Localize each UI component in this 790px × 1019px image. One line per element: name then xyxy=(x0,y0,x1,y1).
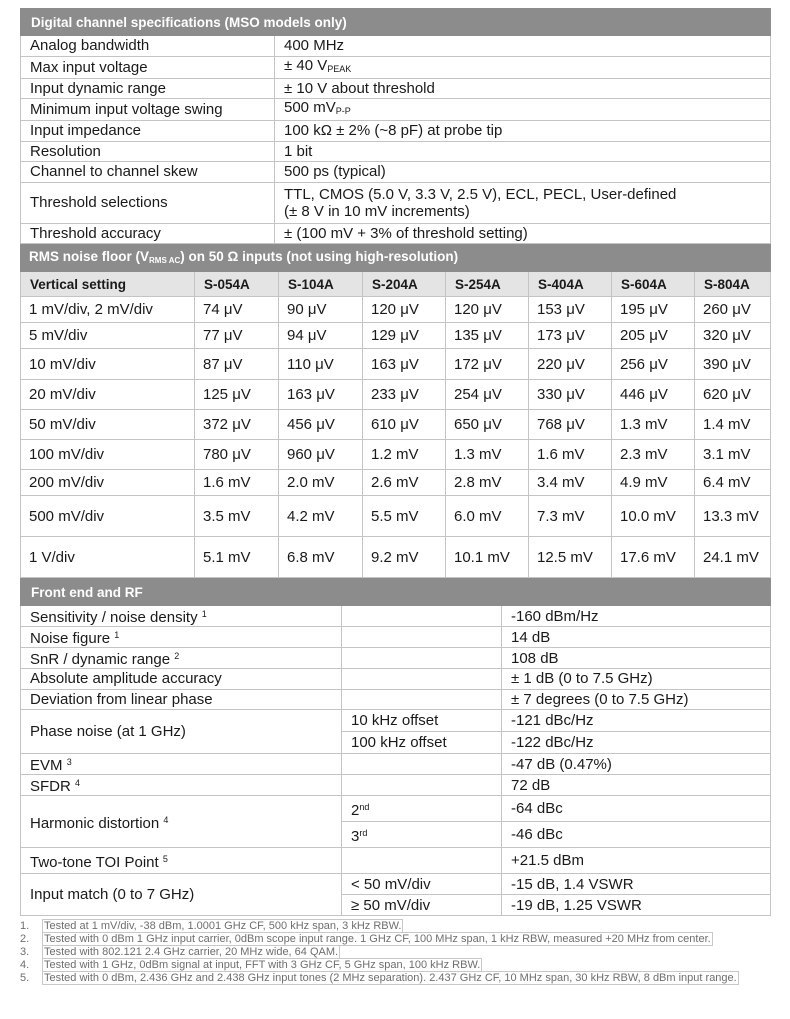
noise-value-cell: 372 μV xyxy=(195,410,279,440)
spec-label: Threshold accuracy xyxy=(21,223,275,244)
noise-value-cell: 90 μV xyxy=(279,297,363,323)
spec-condition xyxy=(342,627,502,648)
spec-condition: < 50 mV/div xyxy=(342,874,502,895)
footnote-ref: 4 xyxy=(75,778,81,789)
table-row xyxy=(21,36,771,57)
label-text: EVM xyxy=(30,757,63,775)
footnote-ref: 1 xyxy=(201,609,207,619)
noise-value-cell: 12.5 mV xyxy=(529,537,612,578)
spec-condition xyxy=(342,848,502,874)
rf-section-title: Front end and RF xyxy=(21,579,771,606)
spec-condition xyxy=(342,775,502,796)
noise-value-cell: 7.3 mV xyxy=(529,496,612,537)
spec-value: ± 7 degrees (0 to 7.5 GHz) xyxy=(502,689,771,710)
spec-label xyxy=(21,648,342,669)
table-row xyxy=(21,121,771,142)
spec-condition xyxy=(342,606,502,627)
value-text: 500 mV xyxy=(284,99,336,116)
footnote-number: 3. xyxy=(20,946,30,958)
noise-value-cell: 173 μV xyxy=(529,323,612,349)
spec-value: 108 dB xyxy=(502,648,771,669)
noise-value-cell: 254 μV xyxy=(446,380,529,410)
column-header: Vertical setting xyxy=(21,272,195,297)
condition-text: 2 xyxy=(351,801,360,819)
spec-label xyxy=(21,606,342,627)
vertical-setting-cell: 100 mV/div xyxy=(21,440,195,470)
spec-condition xyxy=(342,754,502,775)
value-text: ± 40 V xyxy=(284,56,328,74)
noise-value-cell: 330 μV xyxy=(529,380,612,410)
footnotes xyxy=(20,920,770,985)
noise-value-cell: 3.4 mV xyxy=(529,470,612,496)
table-row xyxy=(21,710,771,732)
spec-value xyxy=(275,56,771,78)
noise-value-cell: 10.0 mV xyxy=(612,496,695,537)
footnote xyxy=(20,972,770,985)
noise-value-cell: 10.1 mV xyxy=(446,537,529,578)
noise-value-cell: 620 μV xyxy=(695,380,771,410)
digital-spec-table xyxy=(20,8,771,244)
noise-value-cell: 24.1 mV xyxy=(695,537,771,578)
spec-value: -64 dBc xyxy=(502,796,771,822)
table-row xyxy=(21,349,771,380)
footnote-text: Tested with 0 dBm, 2.436 GHz and 2.438 GHz input tones (2 MHz separation). 2.437 GHz CF, 10 MHz span, 30 kHz RBW, 8 dBm input range. xyxy=(44,972,737,984)
noise-value-cell: 4.9 mV xyxy=(612,470,695,496)
spec-value: -47 dB (0.47%) xyxy=(502,754,771,775)
value-line: (± 8 V in 10 mV increments) xyxy=(284,202,470,220)
spec-value: -19 dB, 1.25 VSWR xyxy=(502,895,771,916)
noise-value-cell: 6.4 mV xyxy=(695,470,771,496)
noise-value-cell: 320 μV xyxy=(695,323,771,349)
footnote-number: 5. xyxy=(20,972,30,984)
table-row xyxy=(21,796,771,822)
table-row xyxy=(21,775,771,796)
spec-label xyxy=(21,754,342,775)
spec-value: -15 dB, 1.4 VSWR xyxy=(502,874,771,895)
table-row xyxy=(21,223,771,244)
table-row xyxy=(21,874,771,895)
column-header: S-404A xyxy=(529,272,612,297)
noise-value-cell: 13.3 mV xyxy=(695,496,771,537)
table-row xyxy=(21,754,771,775)
spec-value: ± 10 V about threshold xyxy=(275,78,771,99)
condition-text: 3 xyxy=(351,827,360,845)
noise-value-cell: 1.3 mV xyxy=(612,410,695,440)
value-line: TTL, CMOS (5.0 V, 3.3 V, 2.5 V), ECL, PECL, User-defined xyxy=(284,185,677,203)
spec-value: 14 dB xyxy=(502,627,771,648)
spec-value xyxy=(275,182,771,223)
rms-section-title xyxy=(21,245,771,272)
spec-condition xyxy=(342,822,502,848)
noise-value-cell: 4.2 mV xyxy=(279,496,363,537)
spec-label: Analog bandwidth xyxy=(21,36,275,57)
spec-value: -122 dBc/Hz xyxy=(502,732,771,754)
spec-value: -121 dBc/Hz xyxy=(502,710,771,732)
title-text: RMS noise floor (V xyxy=(29,248,150,264)
footnote-text: Tested with 802.121 2.4 GHz carrier, 20 MHz wide, 64 QAM. xyxy=(44,946,339,958)
subscript: P-P xyxy=(335,106,351,116)
noise-value-cell: 129 μV xyxy=(363,323,446,349)
footnote-ref: 5 xyxy=(162,853,168,864)
table-row xyxy=(21,141,771,162)
table-row xyxy=(21,410,771,440)
spec-value: 400 MHz xyxy=(275,36,771,57)
vertical-setting-cell: 500 mV/div xyxy=(21,496,195,537)
table-row xyxy=(21,162,771,183)
spec-label: Channel to channel skew xyxy=(21,162,275,183)
spec-label: Input dynamic range xyxy=(21,78,275,99)
footnote-ref: 4 xyxy=(163,814,169,825)
table-row xyxy=(21,182,771,223)
spec-label: Threshold selections xyxy=(21,182,275,223)
spec-label xyxy=(21,775,342,796)
spec-condition xyxy=(342,669,502,690)
spec-condition xyxy=(342,689,502,710)
noise-value-cell: 390 μV xyxy=(695,349,771,380)
noise-value-cell: 1.6 mV xyxy=(195,470,279,496)
noise-value-cell: 94 μV xyxy=(279,323,363,349)
subscript: RMS AC xyxy=(149,255,181,265)
table-row xyxy=(21,606,771,627)
column-header: S-254A xyxy=(446,272,529,297)
noise-value-cell: 1.6 mV xyxy=(529,440,612,470)
table-row xyxy=(21,323,771,349)
label-text: Two-tone TOI Point xyxy=(30,853,159,871)
table-row xyxy=(21,440,771,470)
footnote-ref: 2 xyxy=(174,651,180,661)
spec-value: -160 dBm/Hz xyxy=(502,606,771,627)
noise-value-cell: 610 μV xyxy=(363,410,446,440)
table-row xyxy=(21,648,771,669)
ordinal-suffix: rd xyxy=(359,827,368,838)
table-row xyxy=(21,669,771,690)
label-text: Harmonic distortion xyxy=(30,814,160,832)
vertical-setting-cell: 1 V/div xyxy=(21,537,195,578)
noise-value-cell: 172 μV xyxy=(446,349,529,380)
noise-value-cell: 6.8 mV xyxy=(279,537,363,578)
spec-value: 72 dB xyxy=(502,775,771,796)
noise-value-cell: 780 μV xyxy=(195,440,279,470)
noise-value-cell: 960 μV xyxy=(279,440,363,470)
noise-value-cell: 256 μV xyxy=(612,349,695,380)
noise-value-cell: 1.2 mV xyxy=(363,440,446,470)
spec-label: Input match (0 to 7 GHz) xyxy=(21,874,342,916)
noise-value-cell: 77 μV xyxy=(195,323,279,349)
noise-value-cell: 110 μV xyxy=(279,349,363,380)
vertical-setting-cell: 50 mV/div xyxy=(21,410,195,440)
noise-value-cell: 3.1 mV xyxy=(695,440,771,470)
vertical-setting-cell: 200 mV/div xyxy=(21,470,195,496)
footnote-ref: 1 xyxy=(114,630,120,640)
footnote-text: Tested at 1 mV/div, -38 dBm, 1.0001 GHz CF, 500 kHz span, 3 kHz RBW. xyxy=(44,920,402,932)
spec-value: 500 ps (typical) xyxy=(275,162,771,183)
vertical-setting-cell: 20 mV/div xyxy=(21,380,195,410)
footnote-ref: 3 xyxy=(66,757,72,768)
noise-value-cell: 120 μV xyxy=(363,297,446,323)
rf-spec-table xyxy=(20,578,771,916)
table-row xyxy=(21,470,771,496)
noise-value-cell: 163 μV xyxy=(363,349,446,380)
spec-condition xyxy=(342,796,502,822)
noise-value-cell: 74 μV xyxy=(195,297,279,323)
rms-table-body xyxy=(21,297,771,578)
footnote-number: 4. xyxy=(20,959,30,971)
spec-tables xyxy=(20,8,770,916)
spec-label: Absolute amplitude accuracy xyxy=(21,669,342,690)
ordinal-suffix: nd xyxy=(359,801,370,812)
spec-label xyxy=(21,796,342,848)
rms-noise-table xyxy=(20,244,771,578)
noise-value-cell: 2.3 mV xyxy=(612,440,695,470)
title-text: ) on 50 Ω inputs (not using high-resolution) xyxy=(180,248,459,264)
noise-value-cell: 233 μV xyxy=(363,380,446,410)
label-text: SFDR xyxy=(30,778,71,796)
spec-value: -46 dBc xyxy=(502,822,771,848)
column-header: S-804A xyxy=(695,272,771,297)
table-row xyxy=(21,99,771,121)
column-header: S-204A xyxy=(363,272,446,297)
subscript: PEAK xyxy=(327,63,352,74)
spec-value: ± (100 mV + 3% of threshold setting) xyxy=(275,223,771,244)
spec-label: Phase noise (at 1 GHz) xyxy=(21,710,342,754)
spec-condition xyxy=(342,648,502,669)
footnote-text: Tested with 0 dBm 1 GHz input carrier, 0dBm scope input range. 1 GHz CF, 100 MHz span, 1 kHz RBW, measured +20 MHz from center. xyxy=(44,933,711,945)
digital-section-title: Digital channel specifications (MSO models only) xyxy=(21,9,771,36)
spec-value: +21.5 dBm xyxy=(502,848,771,874)
noise-value-cell: 5.5 mV xyxy=(363,496,446,537)
table-row xyxy=(21,537,771,578)
table-row xyxy=(21,380,771,410)
noise-value-cell: 120 μV xyxy=(446,297,529,323)
label-text: Sensitivity / noise density xyxy=(30,609,198,626)
noise-value-cell: 1.4 mV xyxy=(695,410,771,440)
noise-value-cell: 17.6 mV xyxy=(612,537,695,578)
label-text: Noise figure xyxy=(30,630,111,647)
table-header-row xyxy=(21,272,771,297)
noise-value-cell: 205 μV xyxy=(612,323,695,349)
noise-value-cell: 2.8 mV xyxy=(446,470,529,496)
noise-value-cell: 87 μV xyxy=(195,349,279,380)
noise-value-cell: 195 μV xyxy=(612,297,695,323)
table-row xyxy=(21,297,771,323)
table-row xyxy=(21,689,771,710)
table-row xyxy=(21,56,771,78)
noise-value-cell: 9.2 mV xyxy=(363,537,446,578)
spec-label: Max input voltage xyxy=(21,56,275,78)
column-header: S-104A xyxy=(279,272,363,297)
spec-label: Resolution xyxy=(21,141,275,162)
column-header: S-054A xyxy=(195,272,279,297)
spec-value xyxy=(275,99,771,121)
noise-value-cell: 260 μV xyxy=(695,297,771,323)
table-row xyxy=(21,78,771,99)
spec-label: Minimum input voltage swing xyxy=(21,99,275,121)
table-row xyxy=(21,848,771,874)
footnote-number: 1. xyxy=(20,920,30,932)
noise-value-cell: 2.0 mV xyxy=(279,470,363,496)
noise-value-cell: 446 μV xyxy=(612,380,695,410)
noise-value-cell: 2.6 mV xyxy=(363,470,446,496)
spec-condition: 10 kHz offset xyxy=(342,710,502,732)
spec-value: 1 bit xyxy=(275,141,771,162)
spec-label: Input impedance xyxy=(21,121,275,142)
noise-value-cell: 153 μV xyxy=(529,297,612,323)
table-row xyxy=(21,496,771,537)
noise-value-cell: 456 μV xyxy=(279,410,363,440)
footnote-number: 2. xyxy=(20,933,30,945)
label-text: SnR / dynamic range xyxy=(30,651,171,668)
noise-value-cell: 220 μV xyxy=(529,349,612,380)
noise-value-cell: 125 μV xyxy=(195,380,279,410)
noise-value-cell: 3.5 mV xyxy=(195,496,279,537)
noise-value-cell: 768 μV xyxy=(529,410,612,440)
column-header: S-604A xyxy=(612,272,695,297)
noise-value-cell: 5.1 mV xyxy=(195,537,279,578)
spec-value: 100 kΩ ± 2% (~8 pF) at probe tip xyxy=(275,121,771,142)
noise-value-cell: 135 μV xyxy=(446,323,529,349)
spec-value: ± 1 dB (0 to 7.5 GHz) xyxy=(502,669,771,690)
spec-label xyxy=(21,848,342,874)
noise-value-cell: 6.0 mV xyxy=(446,496,529,537)
vertical-setting-cell: 5 mV/div xyxy=(21,323,195,349)
spec-condition: 100 kHz offset xyxy=(342,732,502,754)
vertical-setting-cell: 10 mV/div xyxy=(21,349,195,380)
footnote-text: Tested with 1 GHz, 0dBm signal at input, FFT with 3 GHz CF, 5 GHz span, 100 kHz RBW. xyxy=(44,959,481,971)
spec-label: Deviation from linear phase xyxy=(21,689,342,710)
spec-label xyxy=(21,627,342,648)
noise-value-cell: 163 μV xyxy=(279,380,363,410)
spec-condition: ≥ 50 mV/div xyxy=(342,895,502,916)
table-row xyxy=(21,627,771,648)
noise-value-cell: 650 μV xyxy=(446,410,529,440)
noise-value-cell: 1.3 mV xyxy=(446,440,529,470)
vertical-setting-cell: 1 mV/div, 2 mV/div xyxy=(21,297,195,323)
